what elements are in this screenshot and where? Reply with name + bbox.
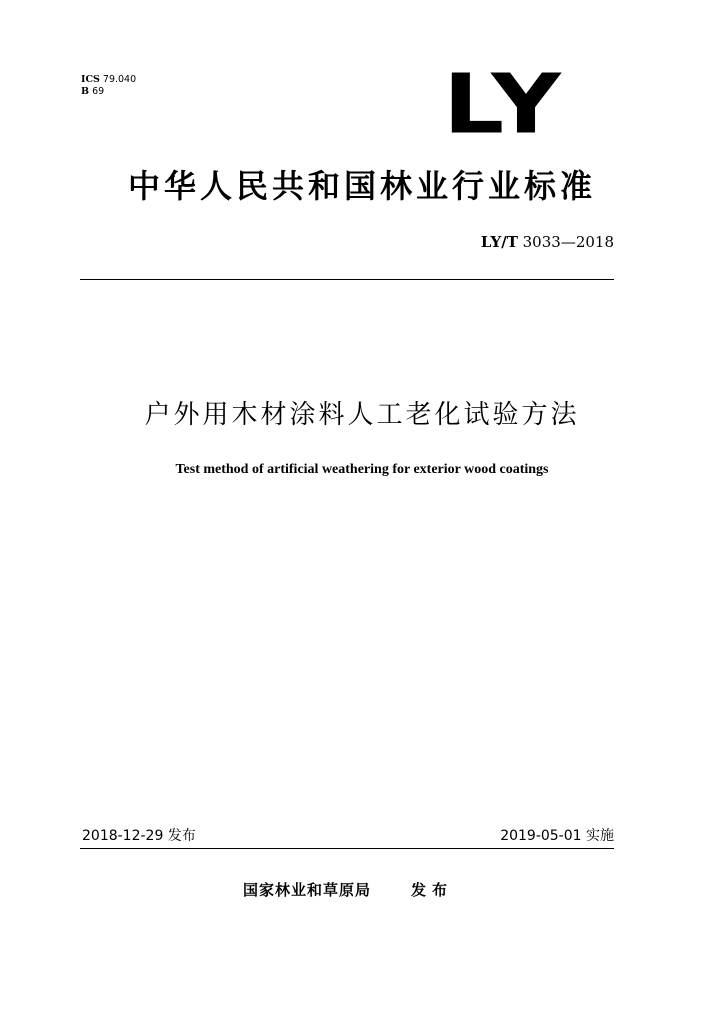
ly-logo: LY xyxy=(443,56,563,153)
document-title-chinese: 户外用木材涂料人工老化试验方法 xyxy=(144,400,580,430)
standard-type-title: 中华人民共和国林业行业标准 xyxy=(127,167,596,205)
document-title-english: Test method of artificial weathering for exterior wood coatings xyxy=(175,462,549,477)
publisher-name: 国家林业和草原局 xyxy=(243,881,372,899)
publisher-action: 发布 xyxy=(411,881,454,899)
implementation-date: 2019-05-01 实施 xyxy=(500,828,614,844)
ics-label: ICS xyxy=(81,74,100,85)
ics-code: 79.040 xyxy=(102,74,137,85)
ics-classification xyxy=(81,74,136,85)
top-divider xyxy=(80,279,614,280)
standard-code xyxy=(481,233,614,251)
bottom-divider xyxy=(80,848,614,849)
standard-code-number: 3033—2018 xyxy=(522,233,614,251)
standard-code-prefix: LY/T xyxy=(480,233,518,251)
ccs-classification xyxy=(81,86,104,97)
ccs-code: 69 xyxy=(92,86,105,97)
issue-date: 2018-12-29 发布 xyxy=(82,828,196,844)
ccs-label: B xyxy=(81,86,90,97)
